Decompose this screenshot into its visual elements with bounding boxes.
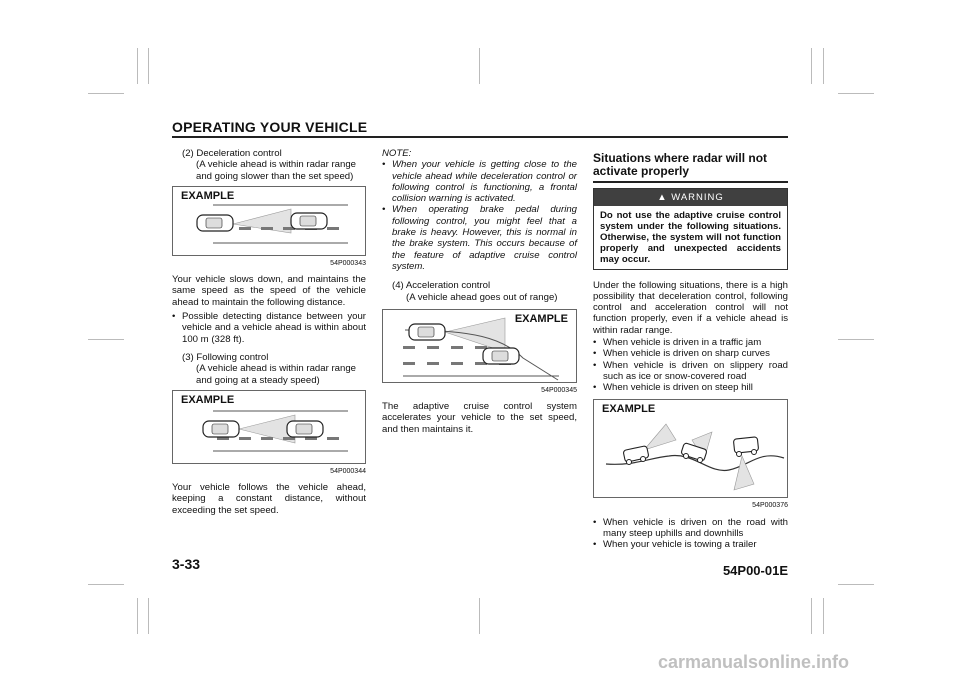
section-rule	[593, 181, 788, 183]
page-number: 3-33	[172, 556, 201, 572]
hills-illustration	[594, 400, 789, 497]
note-bullet	[382, 159, 577, 204]
warning-box	[593, 188, 788, 270]
crop-mark	[811, 598, 812, 634]
figure-label: EXAMPLE	[514, 312, 568, 325]
figure-label: EXAMPLE	[181, 393, 235, 406]
watermark: carmanualsonline.info	[658, 652, 850, 672]
decel-heading: (2) Deceleration control	[182, 148, 282, 159]
bullet-dot: •	[593, 348, 597, 360]
bullet-text: When vehicle is driven on steep hill	[603, 382, 753, 394]
figure-code: 54P000344	[330, 467, 366, 475]
bullet-text: Possible detecting distance between your vehicle and a vehicle ahead is within about 100 m (328 ft).	[182, 311, 366, 345]
crop-mark	[137, 598, 138, 634]
header-rule	[172, 136, 788, 138]
note-text: When operating brake pedal during following control, you might feel that a brake is heavy. However, this is normal in the brake system. This occurs because of the feature of adaptive cruise control system.	[392, 204, 577, 272]
following-illustration	[173, 391, 367, 463]
figure-label: EXAMPLE	[181, 189, 235, 202]
follow-heading: (3) Following control	[182, 351, 269, 363]
crop-mark	[88, 584, 124, 585]
crop-mark	[479, 48, 480, 84]
accel-heading: (4) Acceleration control	[392, 280, 491, 292]
follow-desc: (A vehicle ahead is within radar range and going at a steady speed)	[196, 363, 356, 386]
crop-mark	[137, 48, 138, 84]
figure-code: 54P000343	[330, 259, 366, 267]
crop-mark	[838, 93, 874, 94]
bullet-dot: •	[382, 204, 386, 216]
figure-code: 54P000345	[541, 386, 577, 394]
crop-mark	[811, 48, 812, 84]
follow-body: Your vehicle follows the vehicle ahead, keeping a constant distance, without exceeding the set speed.	[172, 482, 366, 516]
bullet-text: When vehicle is driven on the road with many steep uphills and downhills	[603, 516, 788, 540]
figure-hills	[593, 399, 788, 498]
situation-bullet	[593, 360, 788, 383]
situation-bullet	[593, 539, 788, 550]
figure-following	[172, 390, 366, 464]
figure-label: EXAMPLE	[602, 403, 656, 416]
situations-intro: Under the following situations, there is a high possibility that deceleration control, following control and acceleration control will not function properly, even if a vehicle ahead is within radar range.	[593, 279, 788, 336]
figure-acceleration	[382, 309, 577, 383]
crop-mark	[823, 598, 824, 634]
bullet-dot: •	[593, 359, 597, 371]
crop-mark	[88, 93, 124, 94]
column-1	[172, 148, 366, 519]
bullet-dot: •	[172, 311, 176, 323]
column-3	[593, 152, 788, 551]
accel-desc: (A vehicle ahead goes out of range)	[406, 291, 558, 303]
page-header-title: OPERATING YOUR VEHICLE	[172, 119, 368, 135]
bullet-text: When your vehicle is towing a trailer	[603, 539, 757, 551]
bullet-text: When vehicle is driven on sharp curves	[603, 348, 770, 360]
note-text: When your vehicle is getting close to the vehicle ahead while deceleration control or following control is functioning, a frontal collision warning is activated.	[392, 159, 577, 205]
crop-mark	[88, 339, 124, 340]
note-label: NOTE:	[382, 148, 412, 159]
bullet-dot: •	[593, 516, 597, 528]
situation-bullet	[593, 348, 788, 359]
crop-mark	[479, 598, 480, 634]
warning-header	[594, 189, 787, 206]
column-2	[382, 148, 577, 438]
crop-mark	[838, 584, 874, 585]
situation-bullet	[593, 517, 788, 540]
bullet-text: When vehicle is driven on slippery road such as ice or snow-covered road	[603, 359, 788, 382]
section-title: Situations where radar will not activate properly	[593, 151, 768, 178]
document-code: 54P00-01E	[722, 563, 788, 578]
acceleration-illustration	[383, 310, 578, 382]
decel-bullet	[172, 311, 366, 345]
crop-mark	[148, 598, 149, 634]
note-bullet	[382, 204, 577, 272]
bullet-dot: •	[382, 159, 386, 171]
warning-text: Do not use the adaptive cruise control system under the following situations. Otherwise, the system will not function properly and unexpected accidents may occur.	[600, 209, 781, 265]
deceleration-illustration	[173, 187, 367, 255]
decel-desc: (A vehicle ahead is within radar range and going slower than the set speed)	[196, 159, 356, 182]
warning-label: WARNING	[671, 191, 724, 203]
situation-bullet	[593, 382, 788, 393]
crop-mark	[823, 48, 824, 84]
accel-body: The adaptive cruise control system accelerates your vehicle to the set speed, and then maintains it.	[382, 401, 577, 435]
bullet-text: When vehicle is driven in a traffic jam	[603, 336, 762, 348]
situation-bullet	[593, 337, 788, 348]
decel-body: Your vehicle slows down, and maintains the same speed as the speed of the vehicle ahead to maintain the following distance.	[172, 274, 366, 308]
figure-code: 54P000376	[752, 502, 788, 510]
crop-mark	[838, 339, 874, 340]
bullet-dot: •	[593, 336, 597, 348]
figure-deceleration	[172, 186, 366, 256]
bullet-dot: •	[593, 382, 597, 394]
crop-mark	[148, 48, 149, 84]
warning-triangle-icon: ▲	[657, 191, 668, 203]
bullet-dot: •	[593, 539, 597, 551]
